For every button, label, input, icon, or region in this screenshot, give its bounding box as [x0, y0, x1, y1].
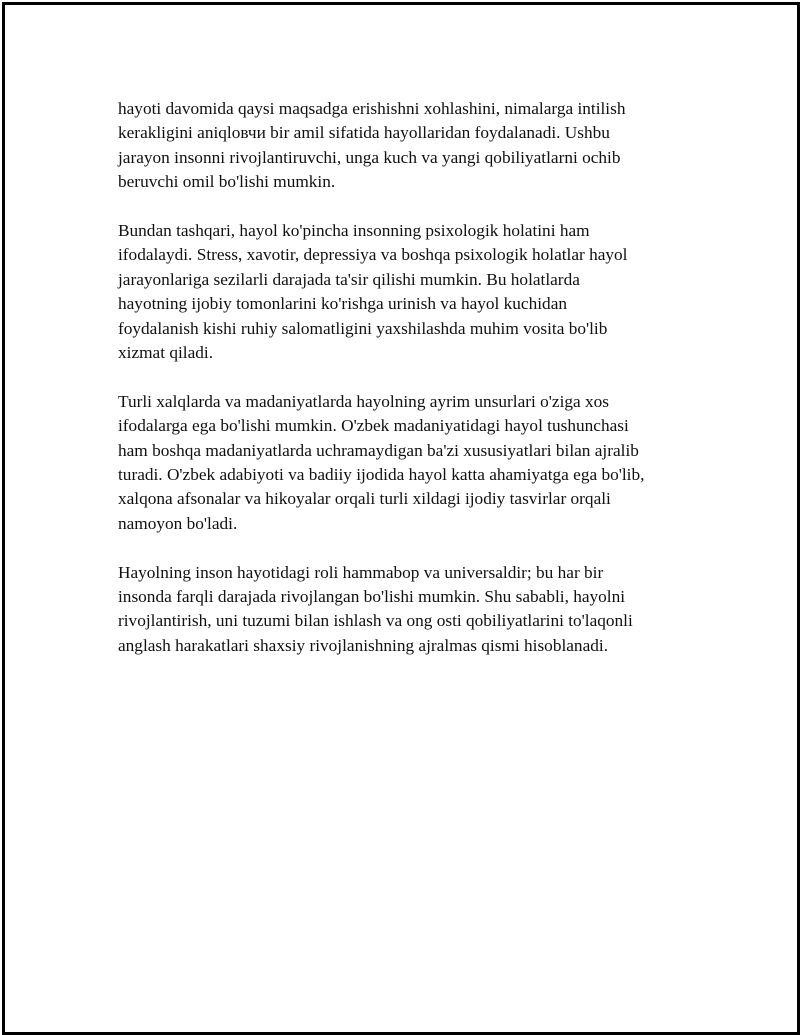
- paragraph-4: Hayolning inson hayotidagi roli hammabop va universaldir; bu har bir insonda farqli darajada rivojlangan bo'lishi mumkin. Shu sababli, hayolni rivojlantirish, uni tuzumi bilan ishlash va ong osti qobiliyatlarini to'laqonli anglash harakatlari shaxsiy rivojlanishning ajralmas qismi hisoblanadi.: [118, 562, 633, 655]
- page-frame: [2, 2, 800, 1035]
- document-body: [118, 97, 688, 683]
- paragraph-3: Turli xalqlarda va madaniyatlarda hayolning ayrim unsurlari o'ziga xos ifodalarga ega bo'lishi mumkin. O'zbek madaniyatidagi hayol tushunchasi ham boshqa madaniyatlarda uchramaydigan ba'zi xususiyatlari bilan ajralib turadi. O'zbek adabiyoti va badiiy ijodida hayol katta ahamiyatga ega bo'lib, xalqona afsonalar va hikoyalar orqali turli xildagi ijodiy tasvirlar orqali namoyon bo'ladi.: [118, 391, 645, 533]
- paragraph-2: Bundan tashqari, hayol ko'pincha insonning psixologik holatini ham ifodalaydi. Stress, xavotir, depressiya va boshqa psixologik holatlar hayol jarayonlariga sezilarli darajada ta'sir qilishi mumkin. Bu holatlarda hayotning ijobiy tomonlarini ko'rishga urinish va hayol kuchidan foydalanish kishi ruhiy salomatligini yaxshilashda muhim vosita bo'lib xizmat qiladi.: [118, 221, 628, 363]
- paragraph-1: hayoti davomida qaysi maqsadga erishishni xohlashini, nimalarga intilish kerakligini aniqlовчи bir amil sifatida hayollaridan foydalanadi. Ushbu jarayon insonni rivojlantiruvchi, unga kuch va yangi qobiliyatlarni ochib beruvchi omil bo'lishi mumkin.: [118, 99, 626, 192]
